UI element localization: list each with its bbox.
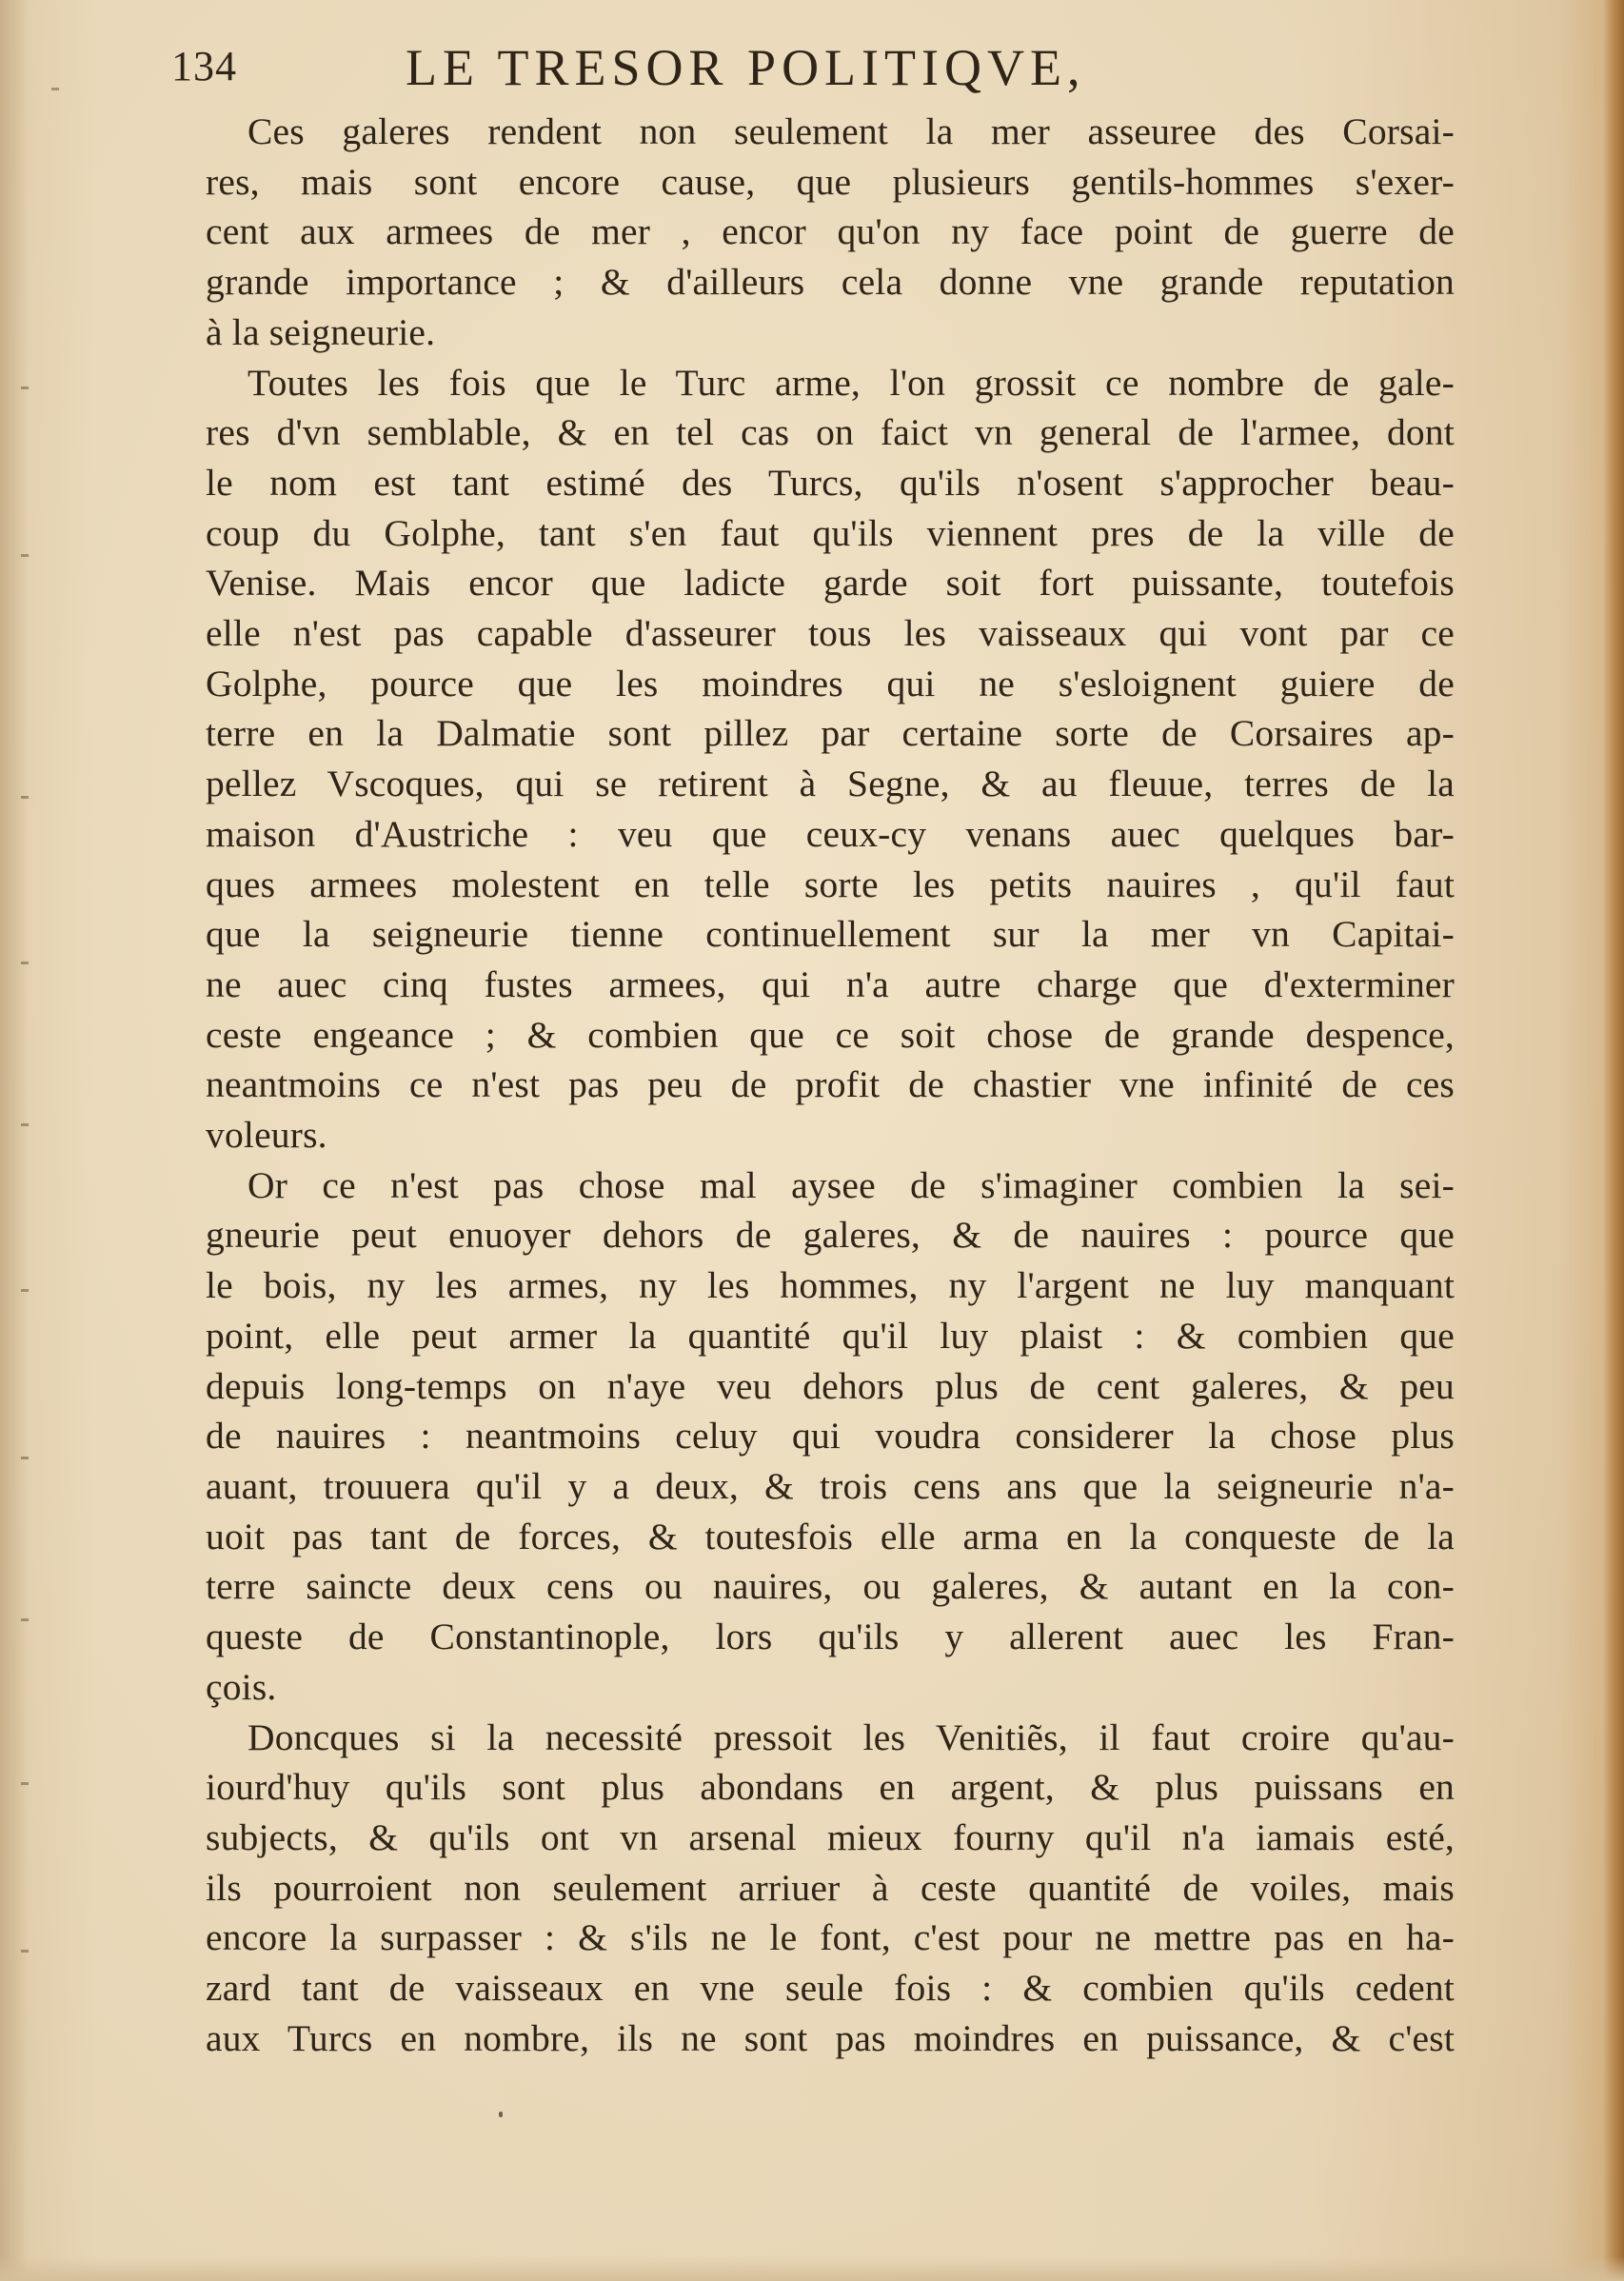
text-line: de nauires : neantmoins celuy qui voudra considerer la chose plus (206, 1415, 1455, 1458)
text-line: subjects, & qu'ils ont vn arsenal mieux fourny qu'il n'a iamais esté, (206, 1815, 1455, 1858)
text-line: point, elle peut armer la quantité qu'il luy plaist : & combien que (206, 1314, 1455, 1357)
text-line: Ces galeres rendent non seulement la mer asseuree des Corsai- (248, 110, 1455, 152)
text-line: auant, trouuera qu'il y a deux, & trois cens ans que la seigneurie n'a- (206, 1464, 1455, 1507)
margin-tick (21, 1123, 29, 1126)
text-line: le nom est tant estimé des Turcs, qu'ils n'osent s'approcher beau- (206, 461, 1455, 504)
page-right-edge (1603, 0, 1624, 2281)
text-line: Venise. Mais encor que ladicte garde soit fort puissante, toutefois (206, 562, 1455, 605)
margin-tick (21, 387, 29, 389)
page-number: 134 (171, 43, 237, 89)
text-line: ceste engeance ; & combien que ce soit chose de grande despence, (206, 1013, 1455, 1056)
paragraph-4 (206, 1713, 1455, 2064)
text-line: grande importance ; & d'ailleurs cela donne vne grande reputation (206, 261, 1455, 304)
text-line: que la seigneurie tienne continuellement sur la mer vn Capitai- (206, 913, 1455, 956)
text-line: Doncques si la necessité pressoit les Venitiẽs, il faut croire qu'au- (248, 1716, 1455, 1758)
paragraph-1 (206, 107, 1455, 358)
text-line: maison d'Austriche : veu que ceux-cy venans auec quelques bar- (206, 812, 1455, 855)
text-line: gneurie peut enuoyer dehors de galeres, & de nauires : pource que (206, 1214, 1455, 1257)
body-text (206, 107, 1455, 2063)
page-left-shadow (0, 0, 29, 2281)
text-line: elle n'est pas capable d'asseurer tous les vaisseaux qui vont par ce (206, 612, 1455, 655)
text-line: à la seigneurie. (206, 310, 436, 353)
margin-tick (21, 554, 29, 557)
text-line: encore la surpasser : & s'ils ne le font, c'est pour ne mettre pas en ha- (206, 1916, 1455, 1959)
text-line: res, mais sont encore cause, que plusieurs gentils-hommes s'exer- (206, 160, 1455, 203)
text-line: cent aux armees de mer , encor qu'on ny face point de guerre de (206, 210, 1455, 253)
text-line: zard tant de vaisseaux en vne seule fois : & combien qu'ils cedent (206, 1967, 1455, 2010)
page-bottom-edge (0, 2256, 1624, 2281)
margin-tick (21, 1950, 29, 1953)
text-line: coup du Golphe, tant s'en faut qu'ils viennent pres de la ville de (206, 511, 1455, 554)
text-line: voleurs. (206, 1114, 327, 1157)
text-line: uoit pas tant de forces, & toutesfois elle arma en la conqueste de la (206, 1515, 1455, 1557)
text-line: iourd'huy qu'ils sont plus abondans en argent, & plus puissans en (206, 1766, 1455, 1809)
text-line: neantmoins ce n'est pas peu de profit de chastier vne infinité de ces (206, 1063, 1455, 1106)
text-line: le bois, ny les armes, ny les hommes, ny l'argent ne luy manquant (206, 1264, 1455, 1307)
running-head (162, 34, 1466, 101)
ink-speck (499, 2112, 503, 2117)
text-line: Golphe, pource que les moindres qui ne s'esloignent guiere de (206, 662, 1455, 704)
text-line: res d'vn semblable, & en tel cas on faict vn general de l'armee, dont (206, 411, 1455, 454)
text-line: Or ce n'est pas chose mal aysee de s'imaginer combien la sei- (248, 1163, 1455, 1206)
text-line: ques armees molestent en telle sorte les petits nauires , qu'il faut (206, 863, 1455, 905)
margin-tick (21, 796, 29, 799)
margin-tick (51, 88, 59, 90)
paragraph-3 (206, 1160, 1455, 1713)
text-line: ils pourroient non seulement arriuer à ceste quantité de voiles, mais (206, 1866, 1455, 1909)
text-line: çois. (206, 1665, 277, 1708)
text-line: Toutes les fois que le Turc arme, l'on grossit ce nombre de gale- (248, 361, 1455, 404)
text-line: aux Turcs en nombre, ils ne sont pas moindres en puissance, & c'est (206, 2016, 1455, 2059)
text-line: ne auec cinq fustes armees, qui n'a autre charge que d'exterminer (206, 962, 1455, 1005)
margin-tick (21, 1618, 29, 1621)
margin-tick (21, 1457, 29, 1459)
margin-tick (21, 962, 29, 964)
paragraph-2 (206, 358, 1455, 1160)
text-line: terre saincte deux cens ou nauires, ou galeres, & autant en la con- (206, 1565, 1455, 1608)
running-title: LE TRESOR POLITIQVE, (406, 39, 1086, 96)
text-line: pellez Vscoques, qui se retirent à Segne, & au fleuue, terres de la (206, 763, 1455, 805)
text-line: queste de Constantinople, lors qu'ils y allerent auec les Fran- (206, 1616, 1455, 1658)
margin-tick (21, 1289, 29, 1292)
text-line: depuis long-temps on n'aye veu dehors plus de cent galeres, & peu (206, 1364, 1455, 1407)
text-line: terre en la Dalmatie sont pillez par certaine sorte de Corsaires ap- (206, 712, 1455, 755)
margin-tick (21, 1782, 29, 1785)
